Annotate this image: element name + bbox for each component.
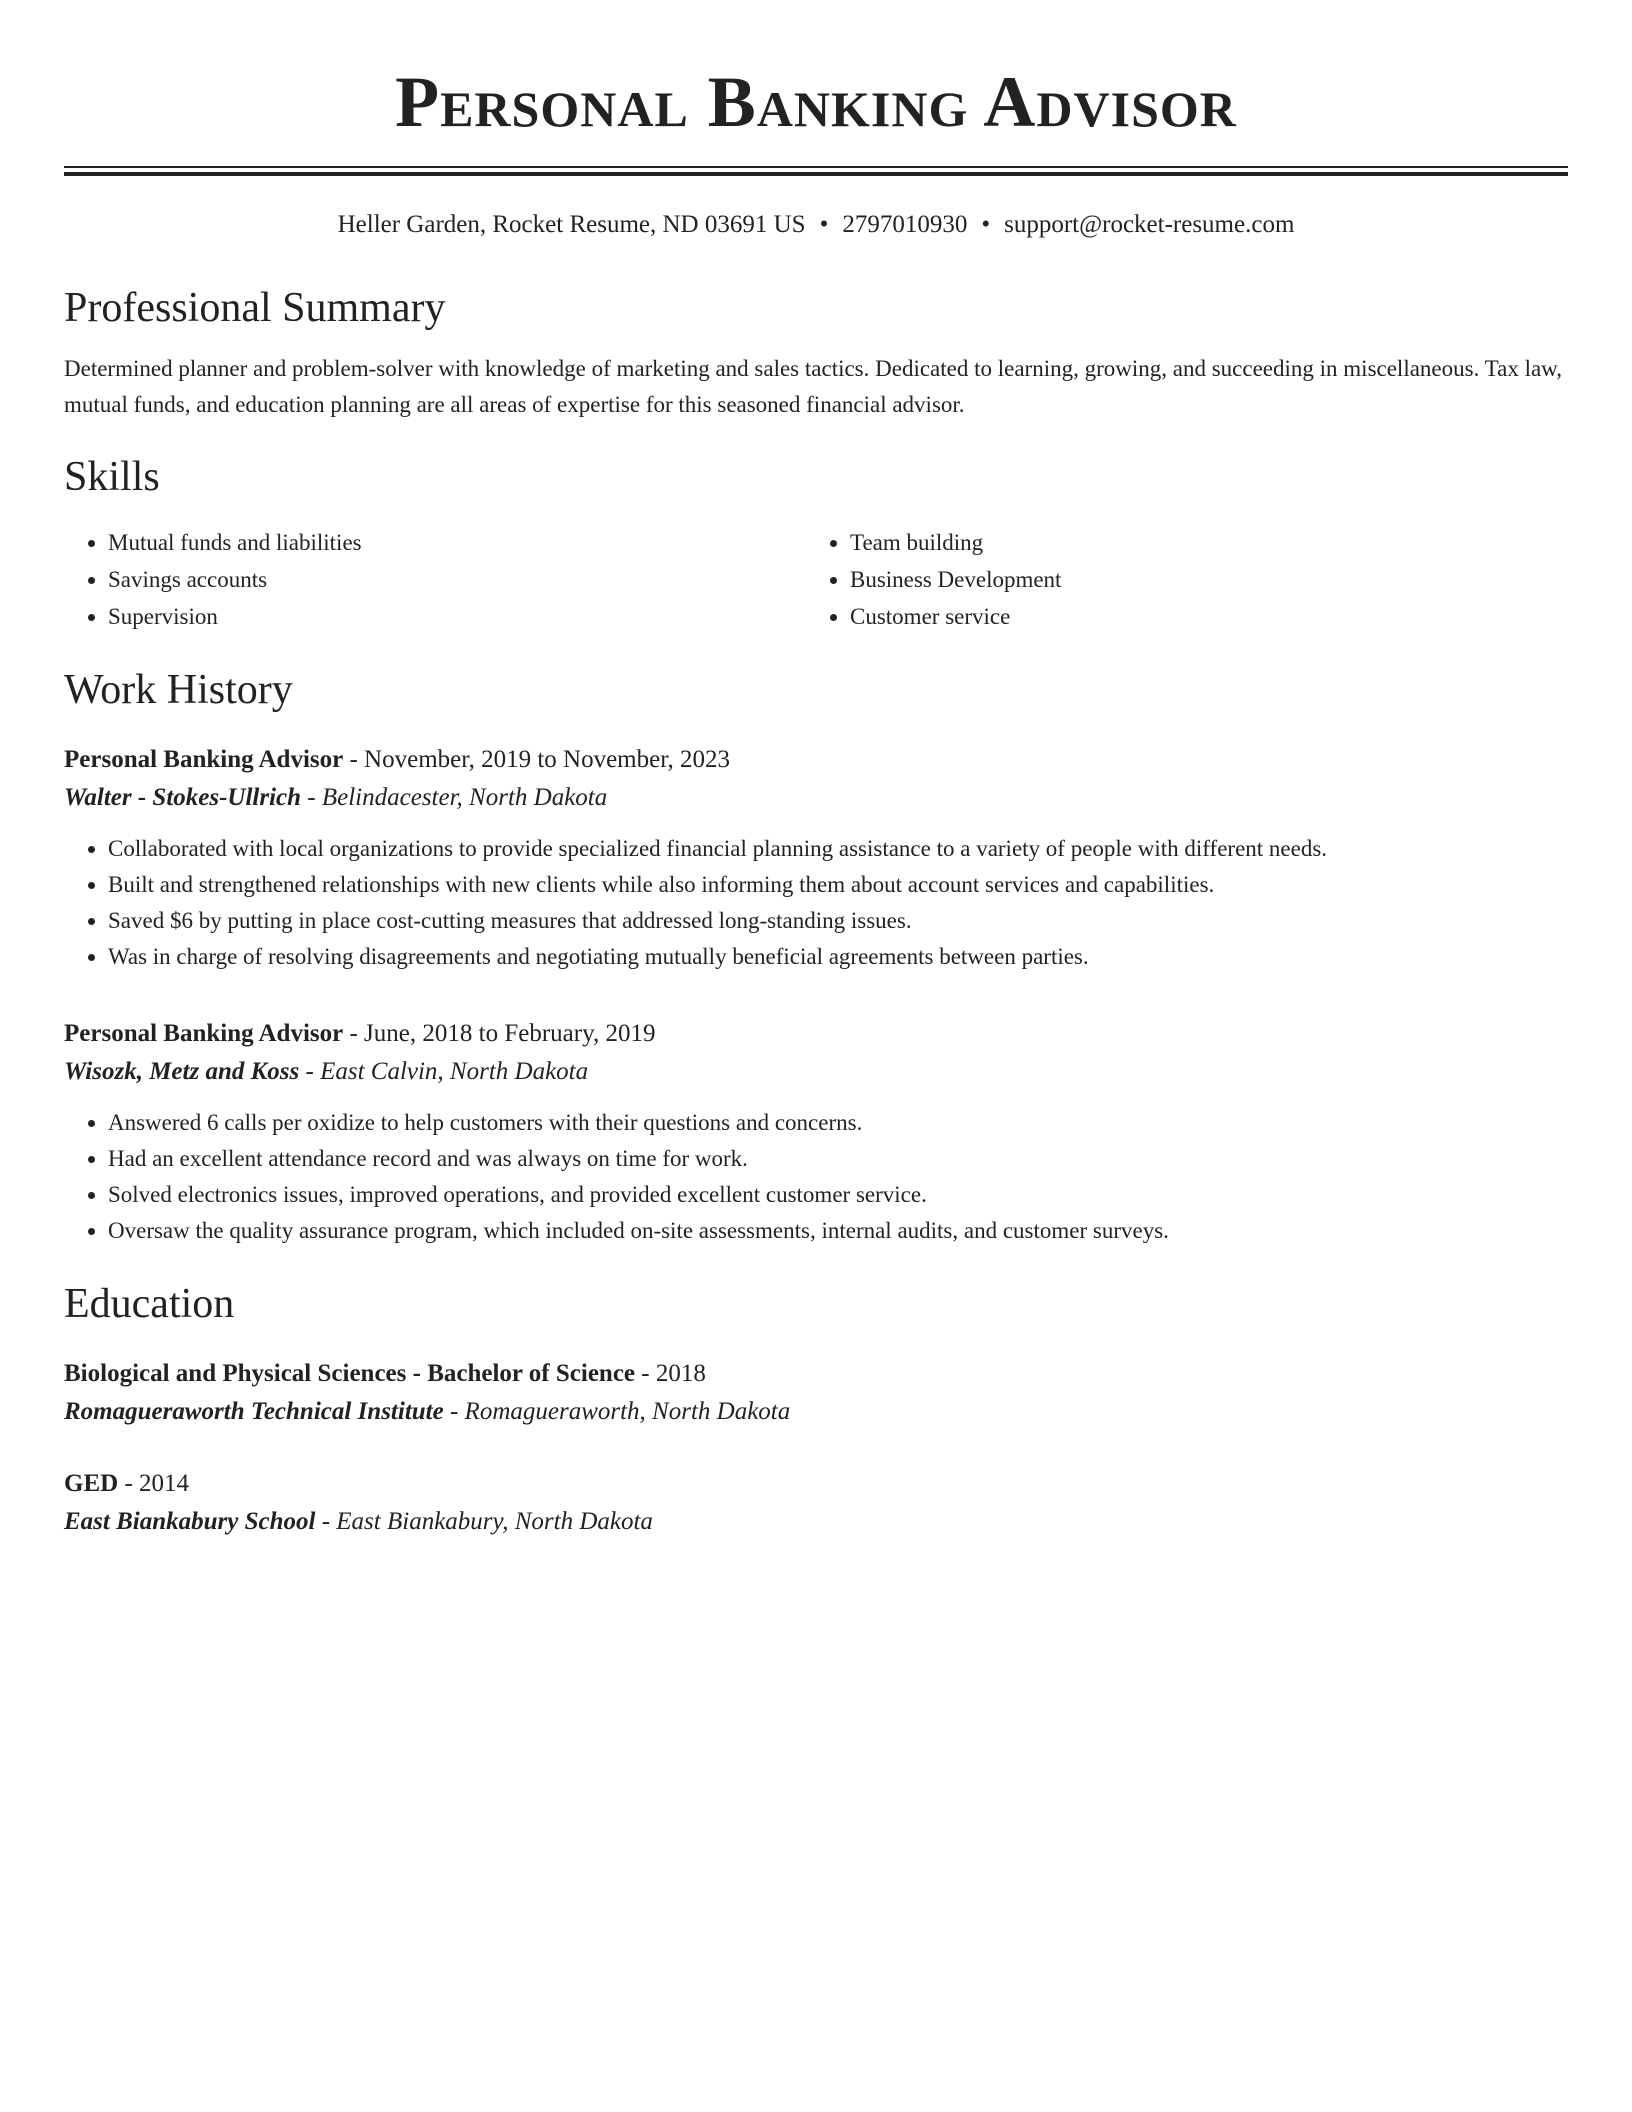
job-company-line [64,1053,1568,1091]
job-dates: - November, 2019 to November, 2023 [343,746,731,773]
contact-phone: 2797010930 [842,211,968,238]
school-location: - Romagueraworth, North Dakota [443,1398,791,1425]
summary-text: Determined planner and problem-solver with knowledge of marketing and sales tactics. Dedicated to learning, growing, and succeeding in miscellaneous. Tax law, mutual funds, and education planning are all areas of expertise for this seasoned financial advisor. [64,356,1563,417]
job-bullet: • Had an excellent attendance record and was always on time for work. [108,1141,1568,1177]
job-bullet: • Saved $6 by putting in place cost-cutting measures that addressed long-standing issues. [108,903,1568,939]
job-location: - East Calvin, North Dakota [299,1058,589,1085]
job-company: Walter - Stokes-Ullrich [64,784,302,811]
school-name: Romagueraworth Technical Institute [64,1398,444,1425]
skill-item: • Team building [850,524,1548,561]
job-entry [64,1015,1568,1249]
education-entry [64,1465,1568,1541]
job-bullet: • Was in charge of resolving disagreements and negotiating mutually beneficial agreements between parties. [108,939,1568,975]
school-line [64,1393,1568,1431]
degree-line [64,1465,1568,1503]
graduation-year: - 2018 [635,1360,706,1387]
skills-column-right [806,524,1548,635]
job-title-line [64,741,1568,779]
job-bullets [64,831,1568,975]
job-bullet: • Oversaw the quality assurance program, which included on-site assessments, internal audits, and customer surveys. [108,1213,1568,1249]
degree: Biological and Physical Sciences - Bachelor of Science [64,1360,636,1387]
contact-address: Heller Garden, Rocket Resume, ND 03691 US [337,211,806,238]
skills-column-left [64,524,806,635]
job-bullets [64,1105,1568,1249]
job-location: - Belindacester, North Dakota [301,784,608,811]
school-line [64,1503,1568,1541]
resume-title: Personal Banking Advisor [395,62,1237,142]
job-dates: - June, 2018 to February, 2019 [343,1020,656,1047]
contact-separator: • [981,211,991,238]
skill-item: • Savings accounts [108,561,806,598]
skill-item: • Customer service [850,598,1548,635]
contact-line [64,212,1568,237]
summary-heading: Professional Summary [64,285,446,331]
graduation-year: - 2014 [118,1470,190,1497]
resume-page [64,0,1568,1541]
contact-separator: • [819,211,829,238]
degree-line [64,1355,1568,1393]
job-title-line [64,1015,1568,1053]
degree: GED [64,1470,119,1497]
job-bullet: • Built and strengthened relationships with new clients while also informing them about account services and capabilities. [108,867,1568,903]
title-divider [64,166,1568,176]
job-company: Wisozk, Metz and Koss [64,1058,300,1085]
skill-item: • Business Development [850,561,1548,598]
skills-heading: Skills [64,454,160,500]
education-heading: Education [64,1281,235,1327]
job-bullet: • Answered 6 calls per oxidize to help customers with their questions and concerns. [108,1105,1568,1141]
school-location: - East Biankabury, North Dakota [315,1508,653,1535]
job-title: Personal Banking Advisor [64,746,344,773]
job-entry [64,741,1568,975]
skill-item: • Supervision [108,598,806,635]
job-bullet: • Solved electronics issues, improved operations, and provided excellent customer service. [108,1177,1568,1213]
job-company-line [64,779,1568,817]
skill-item: • Mutual funds and liabilities [108,524,806,561]
work-history-heading: Work History [64,667,293,713]
education-entry [64,1355,1568,1431]
skills-list [64,524,1568,635]
contact-email: support@rocket-resume.com [1004,211,1295,238]
job-bullet: • Collaborated with local organizations to provide specialized financial planning assistance to a variety of people with different needs. [108,831,1568,867]
school-name: East Biankabury School [64,1508,316,1535]
job-title: Personal Banking Advisor [64,1020,344,1047]
